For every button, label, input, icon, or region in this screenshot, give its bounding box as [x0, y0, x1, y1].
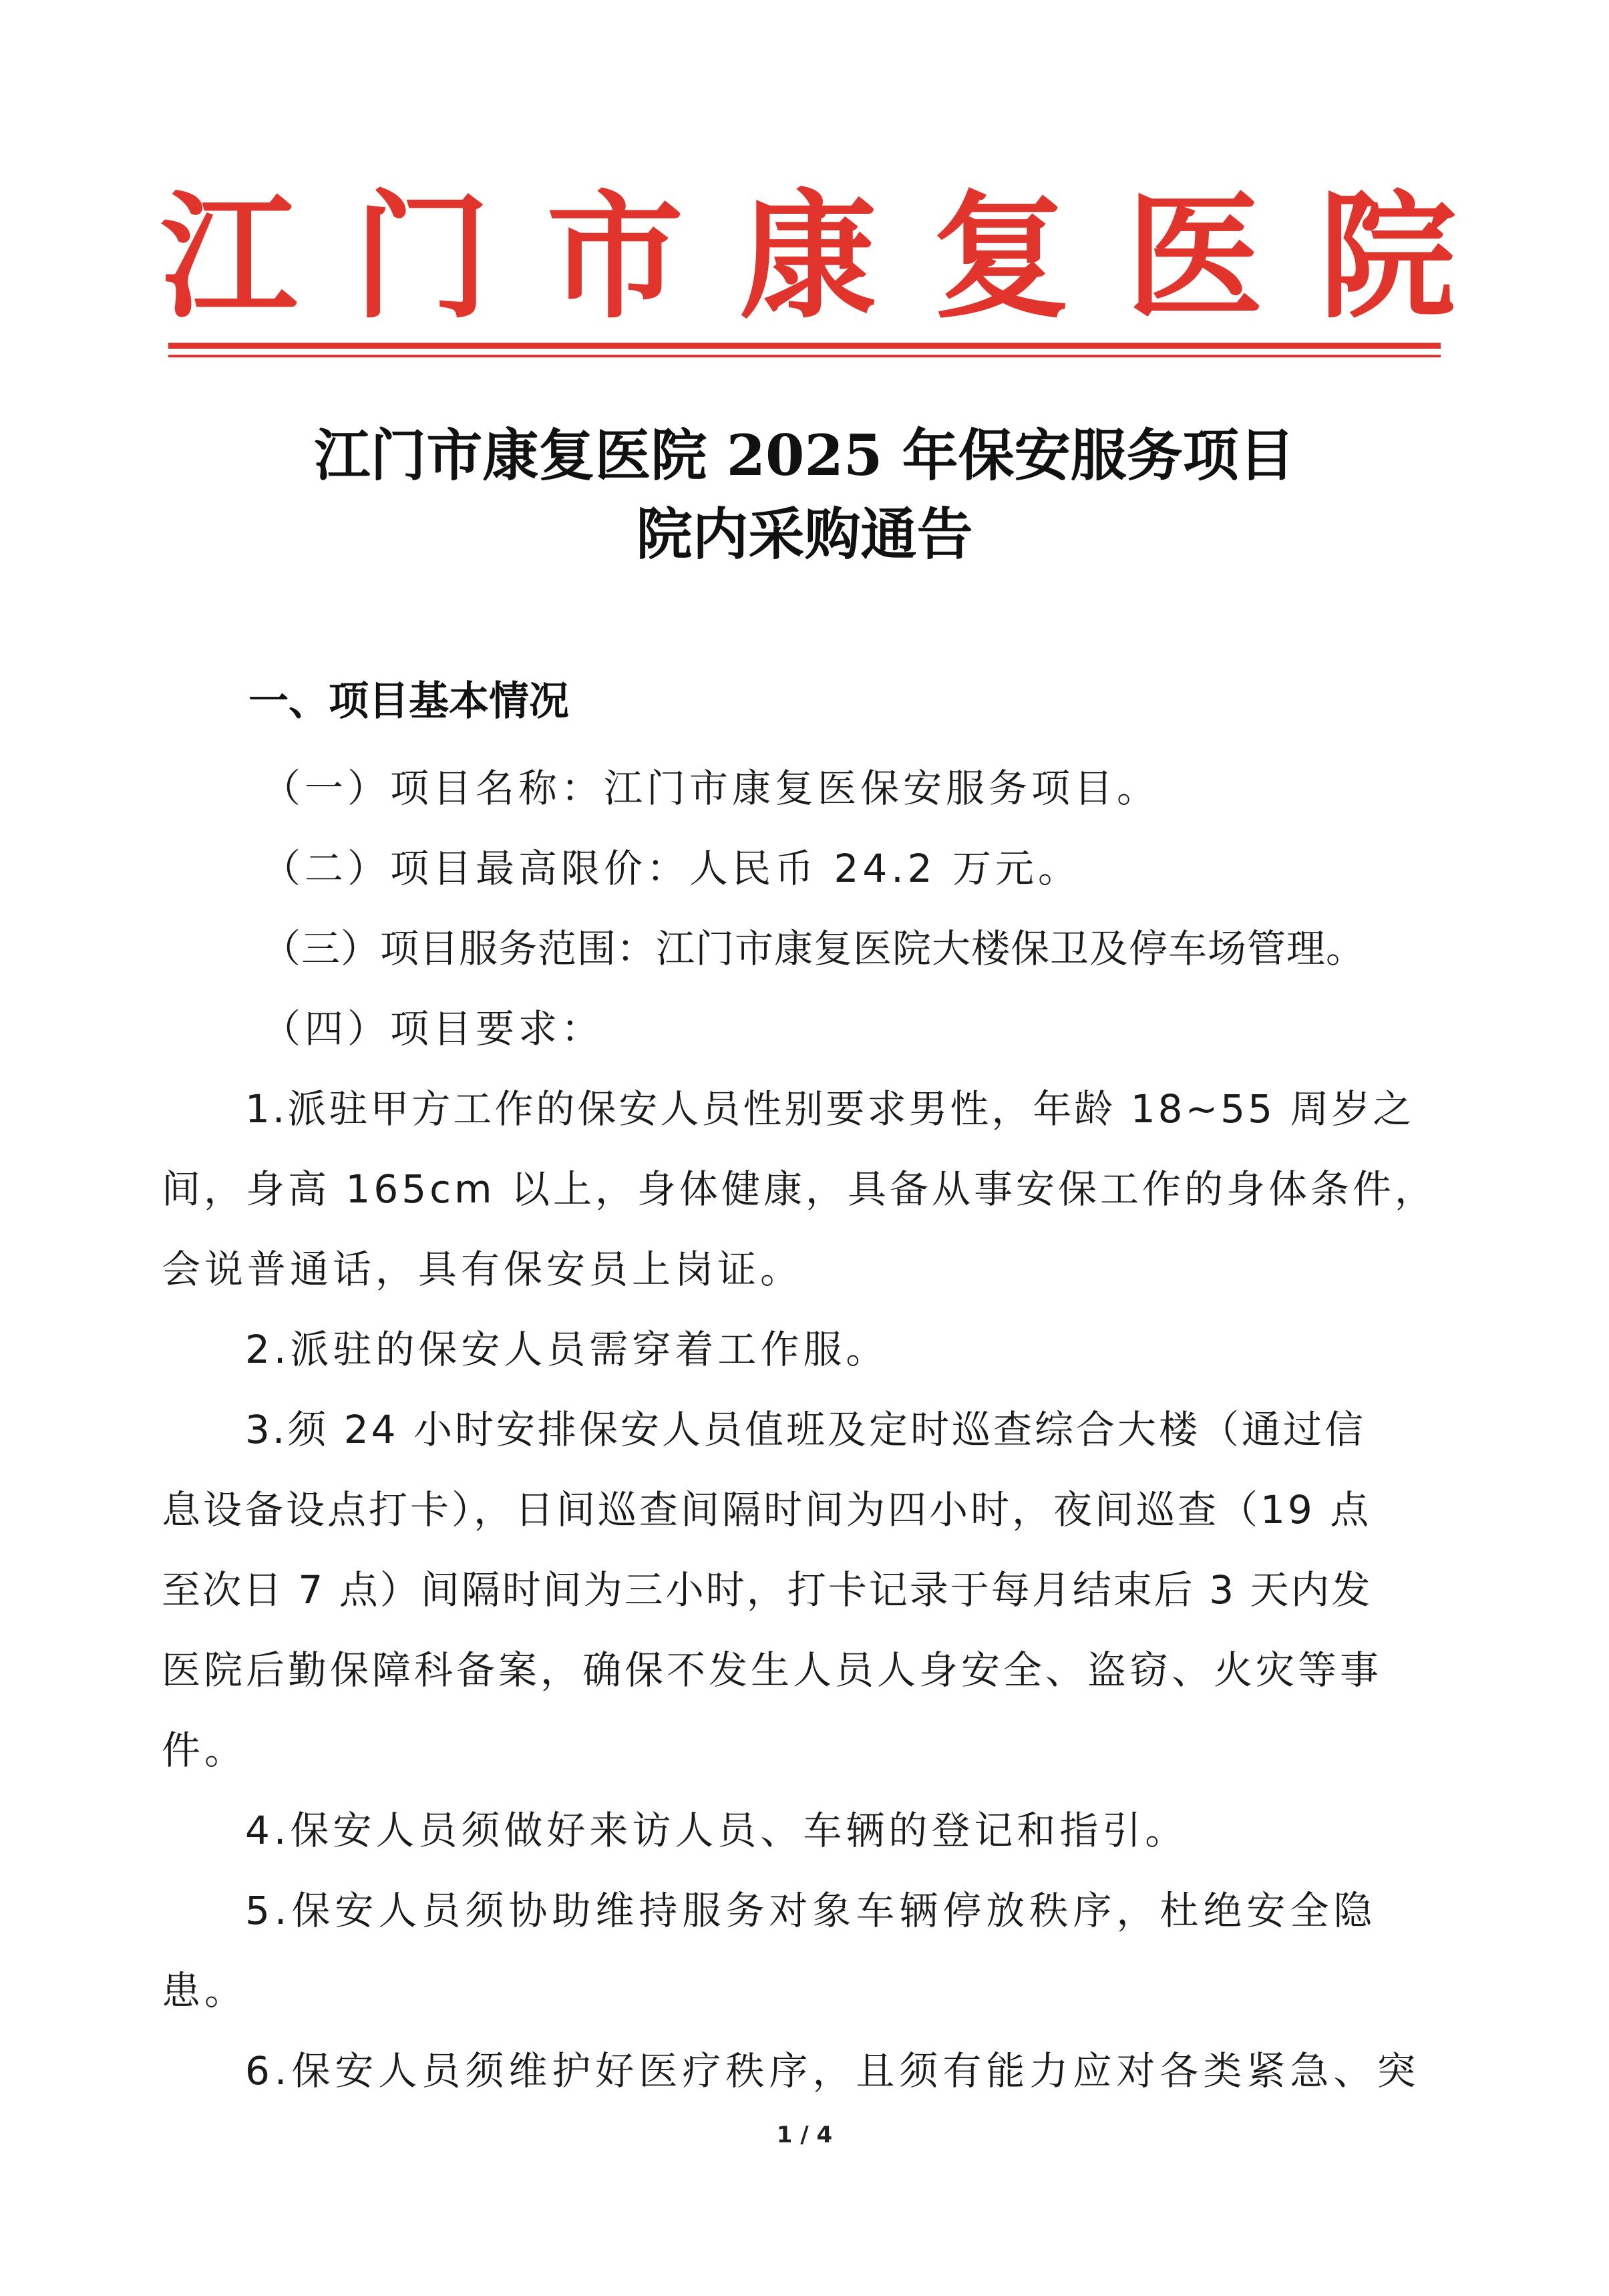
section-body [162, 748, 1439, 2111]
body-line: （三）项目服务范围：江门市康复医院大楼保卫及停车场管理。 [262, 926, 1366, 971]
body-line: 6.保安人员须维护好医疗秩序，且须有能力应对各类紧急、突 [245, 2048, 1421, 2094]
body-line: 患。 [162, 1968, 248, 2013]
header-char: 市 [546, 176, 684, 337]
header-char: 院 [1318, 176, 1456, 337]
body-line: 息设备设点打卡），日间巡查间隔时间为四小时，夜间巡查（19 点 [162, 1487, 1372, 1532]
body-line: 件。 [162, 1728, 248, 1773]
body-line: （四）项目要求： [262, 1006, 604, 1051]
hospital-name-header [160, 170, 1456, 344]
header-divider-thick [168, 343, 1441, 349]
body-line: 2.派驻的保安人员需穿着工作服。 [245, 1327, 889, 1372]
body-line: 会说普通话，具有保安员上岗证。 [162, 1247, 803, 1292]
page-number: 1 / 4 [776, 2122, 833, 2148]
header-divider-thin [168, 355, 1441, 357]
section-heading: 一、项目基本情况 [248, 678, 569, 725]
header-char: 复 [932, 176, 1070, 337]
document-title-line1: 江门市康复医院 2025 年保安服务项目 [314, 422, 1295, 488]
header-char: 医 [1125, 176, 1263, 337]
document-title-line2: 院内采购通告 [636, 501, 973, 567]
body-line: 医院后勤保障科备案，确保不发生人员人身安全、盗窃、火灾等事 [162, 1647, 1383, 1693]
header-char: 江 [160, 176, 297, 337]
body-line: （一）项目名称：江门市康复医保安服务项目。 [262, 766, 1160, 811]
body-line: 至次日 7 点）间隔时间为三小时，打卡记录于每月结束后 3 天内发 [162, 1567, 1373, 1613]
body-line: 3.须 24 小时安排保安人员值班及定时巡查综合大楼（通过信 [245, 1407, 1367, 1452]
body-line: 1.派驻甲方工作的保安人员性别要求男性，年龄 18~55 周岁之 [245, 1086, 1415, 1132]
body-line: （二）项目最高限价：人民币 24.2 万元。 [262, 846, 1081, 891]
body-line: 4.保安人员须做好来访人员、车辆的登记和指引。 [245, 1808, 1188, 1853]
header-char: 门 [353, 176, 491, 337]
body-line: 5.保安人员须协助维持服务对象车辆停放秩序，杜绝安全隐 [245, 1888, 1377, 1933]
body-line: 间，身高 165cm 以上，身体健康，具备从事安保工作的身体条件， [162, 1166, 1437, 1212]
header-char: 康 [739, 176, 877, 337]
